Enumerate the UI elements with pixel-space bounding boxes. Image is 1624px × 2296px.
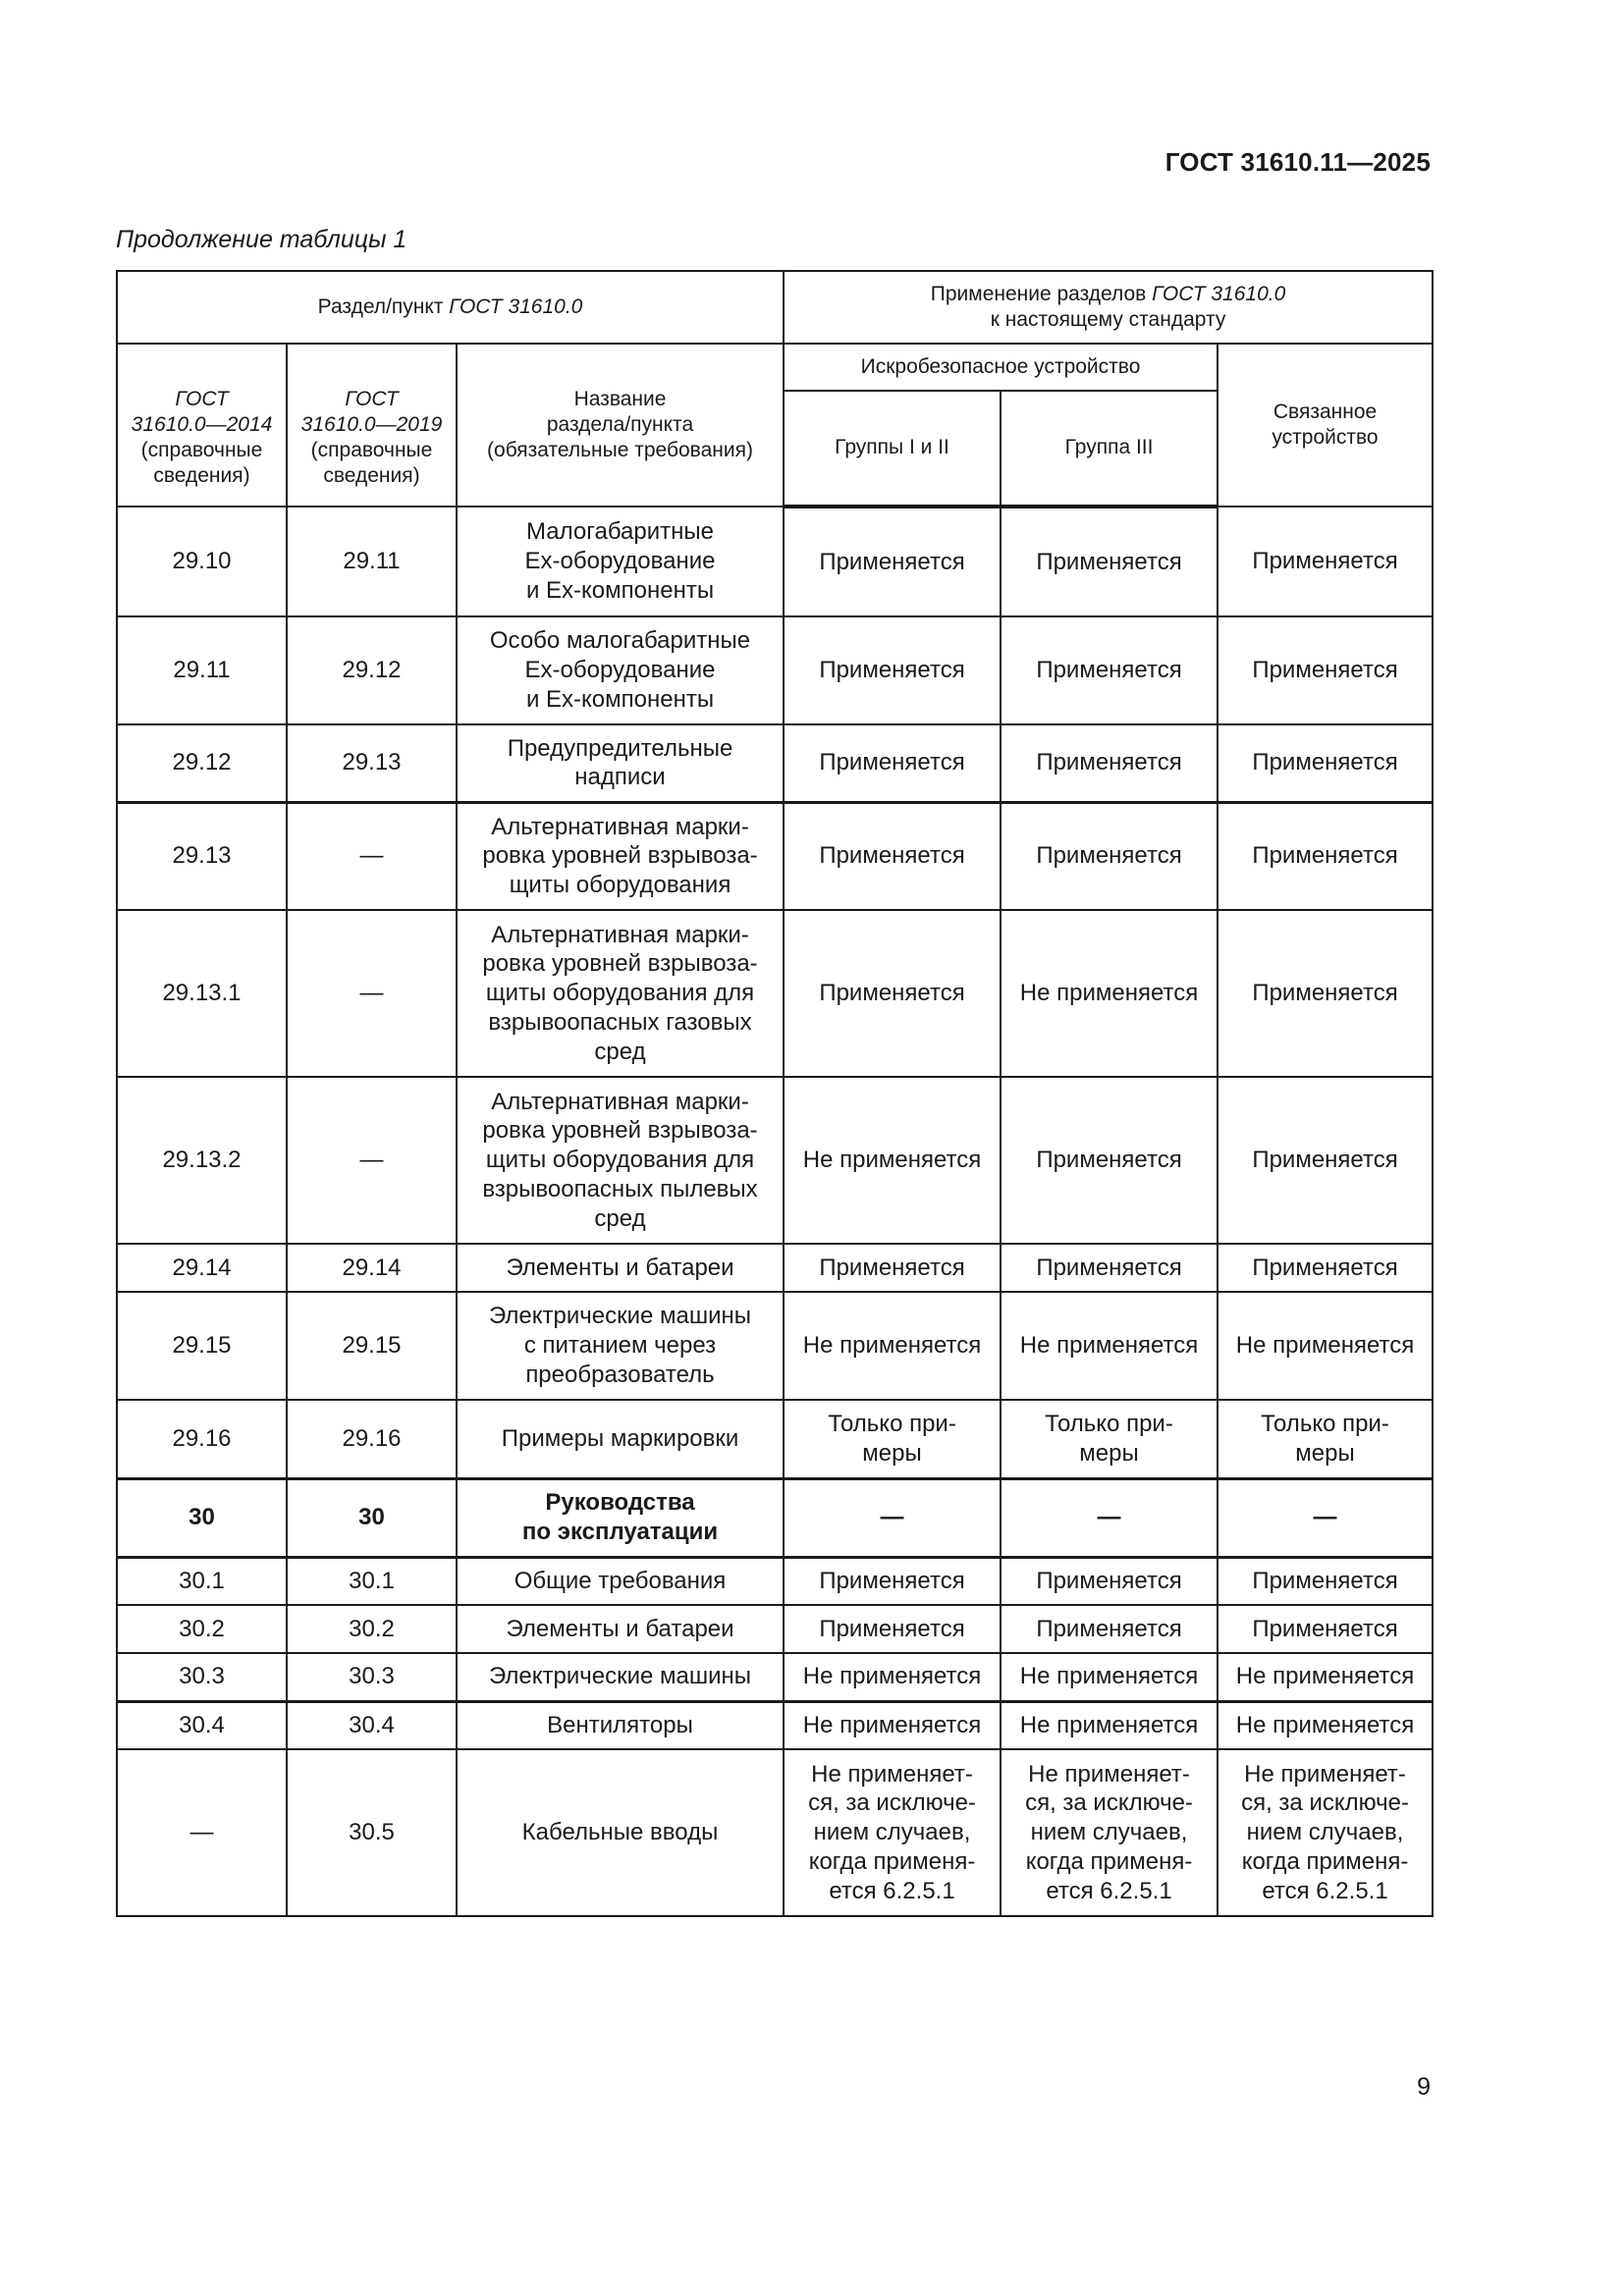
table-row: 29.14 29.14 Элементы и батареи Применяется Применяется Применяется [117,1244,1433,1292]
table-row: 30.3 30.3 Электрические машины Не применяется Не применяется Не применяется [117,1653,1433,1701]
section-header: Раздел/пункт ГОСТ 31610.0 [117,271,784,344]
document-code: ГОСТ 31610.11—2025 [1164,147,1431,177]
table-row: 29.10 29.11 Малогабаритные Ex-оборудование и Ex-компоненты Применяется Применяется Применяется [117,507,1433,616]
table-row: 29.11 29.12 Особо малогабаритные Ex-оборудование и Ex-компоненты Применяется Применяется Применяется [117,616,1433,724]
table-row: 30.1 30.1 Общие требования Применяется Применяется Применяется [117,1557,1433,1605]
table-header [117,271,1433,507]
header-intrinsic-device: Искробезопасное устройство [784,344,1218,391]
header-gost-2014-note: (справочные сведения) [140,439,263,488]
table-row: 29.13.1 — Альтернативная марки- ровка уровней взрывоза- щиты оборудования для взрывоопасных газовых сред Применяется Не применяется Применяется [117,910,1433,1077]
application-header: Применение разделов ГОСТ 31610.0 к настоящему стандарту [784,271,1433,344]
table-row-section-heading: 30 30 Руководства по эксплуатации — — — [117,1478,1433,1557]
table-row: 29.15 29.15 Электрические машины с питанием через преобразователь Не применяется Не применяется Не применяется [117,1292,1433,1400]
sections-table [116,270,1434,1917]
header-gost-2014: ГОСТ 31610.0—2014 [131,387,273,436]
header-associated-device: Связанное устройство [1218,344,1433,507]
table-row: 30.4 30.4 Вентиляторы Не применяется Не применяется Не применяется [117,1701,1433,1749]
table-row: 30.2 30.2 Элементы и батареи Применяется Применяется Применяется [117,1605,1433,1653]
table-caption: Продолжение таблицы 1 [116,226,407,253]
header-gost-2019-note: (справочные сведения) [310,439,433,488]
page-number: 9 [1417,2073,1431,2101]
table-row: 29.13.2 — Альтернативная марки- ровка уровней взрывоза- щиты оборудования для взрывоопасных пылевых сред Не применяется Применяется Применяется [117,1077,1433,1244]
header-groups-1-2: Группы I и II [784,391,1001,507]
header-gost-2019: ГОСТ 31610.0—2019 [300,387,443,436]
table-row: 29.13 — Альтернативная марки- ровка уровней взрывоза- щиты оборудования Применяется Применяется Применяется [117,802,1433,910]
header-section-name: Название раздела/пункта (обязательные требования) [457,344,784,507]
header-group-3: Группа III [1001,391,1218,507]
table-row: — 30.5 Кабельные вводы Не применяет- ся, за исключе- нием случаев, когда применя- ется 6.2.5.1 Не применяет- ся, за исключе- нием случаев, когда применя- ется 6.2.5.1 Не применяет- ся, за исключе- нием случаев, когда применя- ется 6.2.5.1 [117,1749,1433,1916]
table-row: 29.12 29.13 Предупредительные надписи Применяется Применяется Применяется [117,724,1433,802]
table-body [117,507,1433,1916]
table-row: 29.16 29.16 Примеры маркировки Только при- меры Только при- меры Только при- меры [117,1400,1433,1478]
